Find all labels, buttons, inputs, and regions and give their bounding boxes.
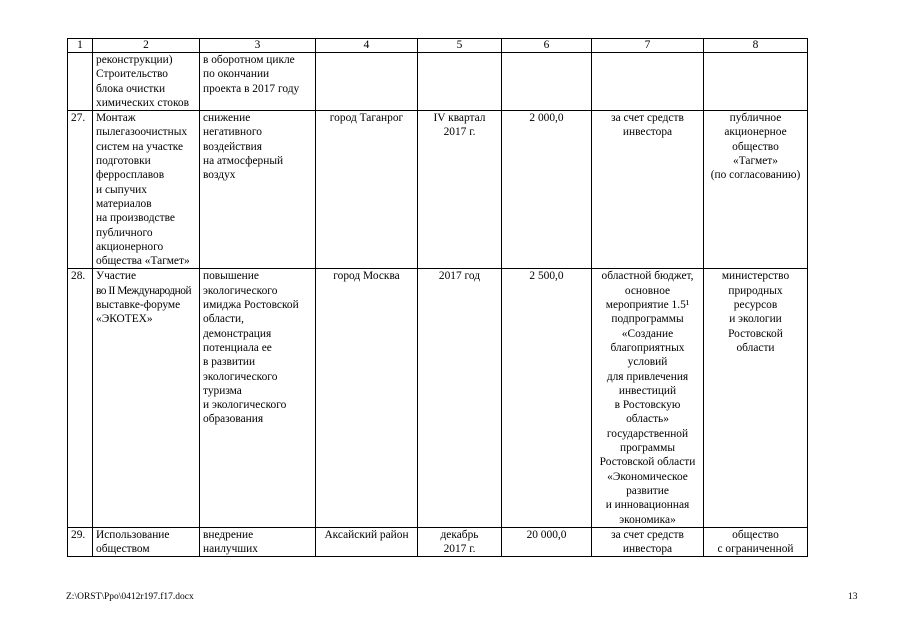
cell-line: снижение xyxy=(203,112,251,125)
cell-line: Ростовской области xyxy=(599,456,696,469)
cell-line: систем на участке xyxy=(96,140,184,153)
column-number-row xyxy=(68,39,808,53)
event-cell xyxy=(93,527,200,557)
cell-line: декабрь xyxy=(440,528,479,541)
cell-line: за счет средств xyxy=(611,112,684,125)
column-number: 7 xyxy=(592,39,704,53)
period-cell xyxy=(418,53,502,111)
cell-line: «Экономическое xyxy=(607,470,688,483)
place-cell xyxy=(316,53,418,111)
period-cell xyxy=(418,269,502,527)
cell-line: Монтаж xyxy=(96,112,136,125)
cell-line: образования xyxy=(203,413,264,426)
cell-line: общество xyxy=(732,528,779,541)
column-number: 5 xyxy=(418,39,502,53)
cell-line: обществом xyxy=(96,543,150,556)
funding-source-cell xyxy=(592,53,704,111)
cell-line: основное xyxy=(624,284,671,297)
cell-line: «Тагмет» xyxy=(733,155,778,168)
cell-line: инвестиций xyxy=(618,384,677,397)
cell-line: подготовки xyxy=(96,155,151,168)
cell-line: и инновационная xyxy=(605,499,690,512)
cell-line: материалов xyxy=(96,197,152,210)
cell-line: Ростовской xyxy=(728,327,783,340)
cell-line: Участие xyxy=(96,270,137,283)
cell-line: во II Международной xyxy=(96,284,192,297)
cell-line: акционерное xyxy=(724,126,787,139)
event-cell xyxy=(93,269,200,527)
cell-line: экологического xyxy=(203,370,278,383)
amount-cell: 2 000,0 xyxy=(502,111,592,269)
cell-line: блока очистки xyxy=(96,82,166,95)
funding-source-cell xyxy=(592,527,704,557)
cell-line: инвестора xyxy=(622,543,673,556)
cell-line: общества «Тагмет» xyxy=(96,255,190,268)
amount-cell xyxy=(502,53,592,111)
cell-line: (по согласованию) xyxy=(710,169,801,182)
executor-cell xyxy=(704,527,808,557)
cell-line: за счет средств xyxy=(611,528,684,541)
cell-line: негативного xyxy=(203,126,262,139)
executor-cell xyxy=(704,53,808,111)
measures-table xyxy=(67,38,808,557)
row-number-cell: 29. xyxy=(68,527,93,557)
cell-line: химических стоков xyxy=(96,96,189,109)
cell-line: акционерного xyxy=(96,240,164,253)
cell-line: мероприятие 1.5¹ xyxy=(605,299,690,312)
cell-line: потенциала ее xyxy=(203,341,272,354)
cell-line: туризма xyxy=(203,384,242,397)
result-cell xyxy=(200,53,316,111)
cell-line: и экологического xyxy=(203,399,287,412)
cell-line: благоприятных xyxy=(610,341,685,354)
cell-line: область» xyxy=(626,413,669,426)
result-cell xyxy=(200,269,316,527)
cell-line: на атмосферный xyxy=(203,155,284,168)
cell-line: области, xyxy=(203,313,244,326)
cell-line: экологического xyxy=(203,284,278,297)
cell-line: проекта в 2017 году xyxy=(203,82,300,95)
event-cell xyxy=(93,53,200,111)
cell-line: на производстве xyxy=(96,212,175,225)
cell-line: области xyxy=(736,341,775,354)
cell-line: воздействия xyxy=(203,140,262,153)
executor-cell xyxy=(704,269,808,527)
amount-cell: 20 000,0 xyxy=(502,527,592,557)
funding-source-cell xyxy=(592,269,704,527)
cell-line: инвестора xyxy=(622,126,673,139)
cell-line: и сыпучих xyxy=(96,183,147,196)
column-number: 8 xyxy=(704,39,808,53)
result-cell xyxy=(200,527,316,557)
table-row xyxy=(68,527,808,557)
cell-line: демонстрация xyxy=(203,327,272,340)
cell-line: имиджа Ростовской xyxy=(203,299,299,312)
cell-line: ферросплавов xyxy=(96,169,165,182)
column-number: 3 xyxy=(200,39,316,53)
cell-line: и экологии xyxy=(729,313,782,326)
cell-line: наилучших xyxy=(203,543,258,556)
column-number: 6 xyxy=(502,39,592,53)
cell-line: выставке-форуме xyxy=(96,299,181,312)
executor-cell xyxy=(704,111,808,269)
column-number: 4 xyxy=(316,39,418,53)
period-cell xyxy=(418,111,502,269)
cell-line: «ЭКОТЕХ» xyxy=(96,313,153,326)
cell-line: в оборотном цикле xyxy=(203,54,295,66)
row-number-cell: 27. xyxy=(68,111,93,269)
cell-line: для привлечения xyxy=(606,370,689,383)
table-row xyxy=(68,53,808,111)
cell-line: 2017 год xyxy=(438,270,481,283)
cell-line: экономика» xyxy=(619,513,676,526)
cell-line: пылегазоочистных xyxy=(96,126,188,139)
cell-line: подпрограммы xyxy=(611,313,684,326)
cell-line: областной бюджет, xyxy=(601,270,694,283)
cell-line: в развитии xyxy=(203,356,256,369)
cell-line: министерство xyxy=(721,270,790,283)
cell-line: внедрение xyxy=(203,528,254,541)
cell-line: государственной xyxy=(606,427,689,440)
funding-source-cell xyxy=(592,111,704,269)
cell-line: публичное xyxy=(729,112,782,125)
cell-line: природных xyxy=(728,284,783,297)
cell-line: Использование xyxy=(96,528,170,541)
event-cell xyxy=(93,111,200,269)
amount-cell: 2 500,0 xyxy=(502,269,592,527)
cell-line: повышение xyxy=(203,270,259,283)
period-cell xyxy=(418,527,502,557)
page-number: 13 xyxy=(848,592,858,602)
place-cell: город Таганрог xyxy=(316,111,418,269)
cell-line: общество xyxy=(732,140,779,153)
place-cell: Аксайский район xyxy=(316,527,418,557)
cell-line: Строительство xyxy=(96,68,168,81)
cell-line: 2017 г. xyxy=(443,543,476,556)
cell-line: реконструкции) xyxy=(96,54,173,66)
column-number: 1 xyxy=(68,39,93,53)
cell-line: по окончании xyxy=(203,68,270,81)
document-path: Z:\ORST\Ppo\0412r197.f17.docx xyxy=(66,592,194,602)
table-row xyxy=(68,111,808,269)
cell-line: ресурсов xyxy=(733,299,778,312)
cell-line: воздух xyxy=(203,169,236,182)
cell-line: «Создание xyxy=(621,327,674,340)
cell-line: условий xyxy=(627,356,668,369)
cell-line: публичного xyxy=(96,226,153,239)
row-number-cell: 28. xyxy=(68,269,93,527)
cell-line: с ограниченной xyxy=(717,543,794,556)
table-row xyxy=(68,269,808,527)
cell-line: 2017 г. xyxy=(443,126,476,139)
cell-line: программы xyxy=(620,442,675,455)
cell-line: развитие xyxy=(626,484,669,497)
cell-line: IV квартал xyxy=(433,112,486,125)
cell-line: в Ростовскую xyxy=(614,399,681,412)
result-cell xyxy=(200,111,316,269)
column-number: 2 xyxy=(93,39,200,53)
row-number-cell xyxy=(68,53,93,111)
place-cell: город Москва xyxy=(316,269,418,527)
